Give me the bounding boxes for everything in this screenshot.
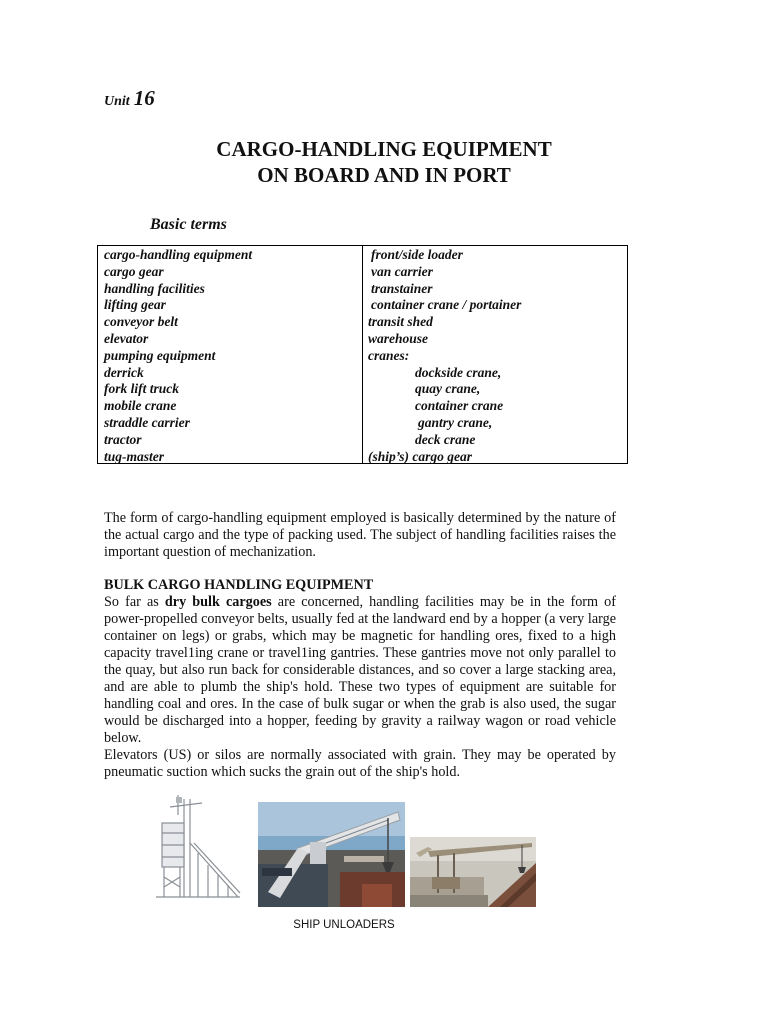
terms-right-column <box>368 247 521 465</box>
ship-unloader-photo-1 <box>150 793 242 907</box>
ship-unloader-photo-2 <box>258 802 405 907</box>
term-item: tractor <box>104 431 142 447</box>
term-item: dockside crane, <box>415 364 502 380</box>
term-item: front/side loader <box>371 247 463 262</box>
term-item: (ship’s) cargo gear <box>368 448 472 464</box>
term-item: derrick <box>104 364 144 380</box>
page-title <box>0 136 768 188</box>
terms-left-column <box>104 247 252 465</box>
term-item: mobile crane <box>104 398 177 414</box>
unit-word: Unit <box>104 94 130 109</box>
term-item: gantry crane, <box>418 414 493 430</box>
table-divider <box>362 246 363 463</box>
title-line-2: ON BOARD AND IN PORT <box>257 163 511 187</box>
term-item: fork lift truck <box>104 381 180 397</box>
term-item: conveyor belt <box>104 314 178 330</box>
term-item: pumping equipment <box>104 347 216 363</box>
term-item: deck crane <box>415 431 476 447</box>
bulk-body-2: Elevators (US) or silos are normally associated with grain. They may be operated by pneumatic suction which sucks the grain out of the ship's hold. <box>104 747 616 780</box>
unit-number: 16 <box>133 86 155 110</box>
ship-unloader-photo-3 <box>410 837 536 907</box>
bulk-section-heading: BULK CARGO HANDLING EQUIPMENT <box>104 577 374 593</box>
term-item: elevator <box>104 330 149 346</box>
term-item: transtainer <box>371 280 433 296</box>
term-item: container crane / portainer <box>371 297 522 313</box>
term-item: tug-master <box>104 448 165 464</box>
bulk-lead: So far as <box>104 594 165 610</box>
term-item: van carrier <box>371 263 433 279</box>
bulk-bold-term: dry bulk cargoes <box>164 594 272 610</box>
basic-terms-table <box>97 245 628 464</box>
term-item: straddle carrier <box>104 414 190 430</box>
term-item: cargo-handling equipment <box>104 247 253 262</box>
term-item: warehouse <box>368 330 429 346</box>
unit-label <box>104 86 155 111</box>
term-item: container crane <box>415 398 504 414</box>
title-line-1: CARGO-HANDLING EQUIPMENT <box>216 137 552 161</box>
term-item: handling facilities <box>104 280 205 296</box>
term-item: quay crane, <box>415 381 481 397</box>
term-item: cargo gear <box>104 263 164 279</box>
bulk-paragraph <box>104 594 616 781</box>
term-item: lifting gear <box>104 297 166 313</box>
term-item: transit shed <box>368 314 433 330</box>
bulk-body: are concerned, handling facilities may be in the form of power-propelled conveyor belts, usually fed at the landward end by a hopper (a very large container on legs) or grabs, which may be magnetic for handling ores, fixed to a high capacity travel1ing crane or travel1ing gantries. These gantries move not only parallel to the quay, but also run back for considerable distances, and so cover a large stacking area, and are able to plumb the ship's hold. These two types of equipment are suitable for handling coal and ores. In the case of bulk sugar or when the grab is also used, the sugar would be discharged into a hopper, feeding by gravity a railway wagon or road vehicle below. <box>104 594 616 746</box>
photo-caption: SHIP UNLOADERS <box>293 919 395 931</box>
basic-terms-heading: Basic terms <box>150 216 227 233</box>
intro-paragraph: The form of cargo-handling equipment employed is basically determined by the nature of the actual cargo and the type of packing used. The subject of handling facilities raises the important question of mechanization. <box>104 510 616 560</box>
term-item: cranes: <box>368 347 410 363</box>
